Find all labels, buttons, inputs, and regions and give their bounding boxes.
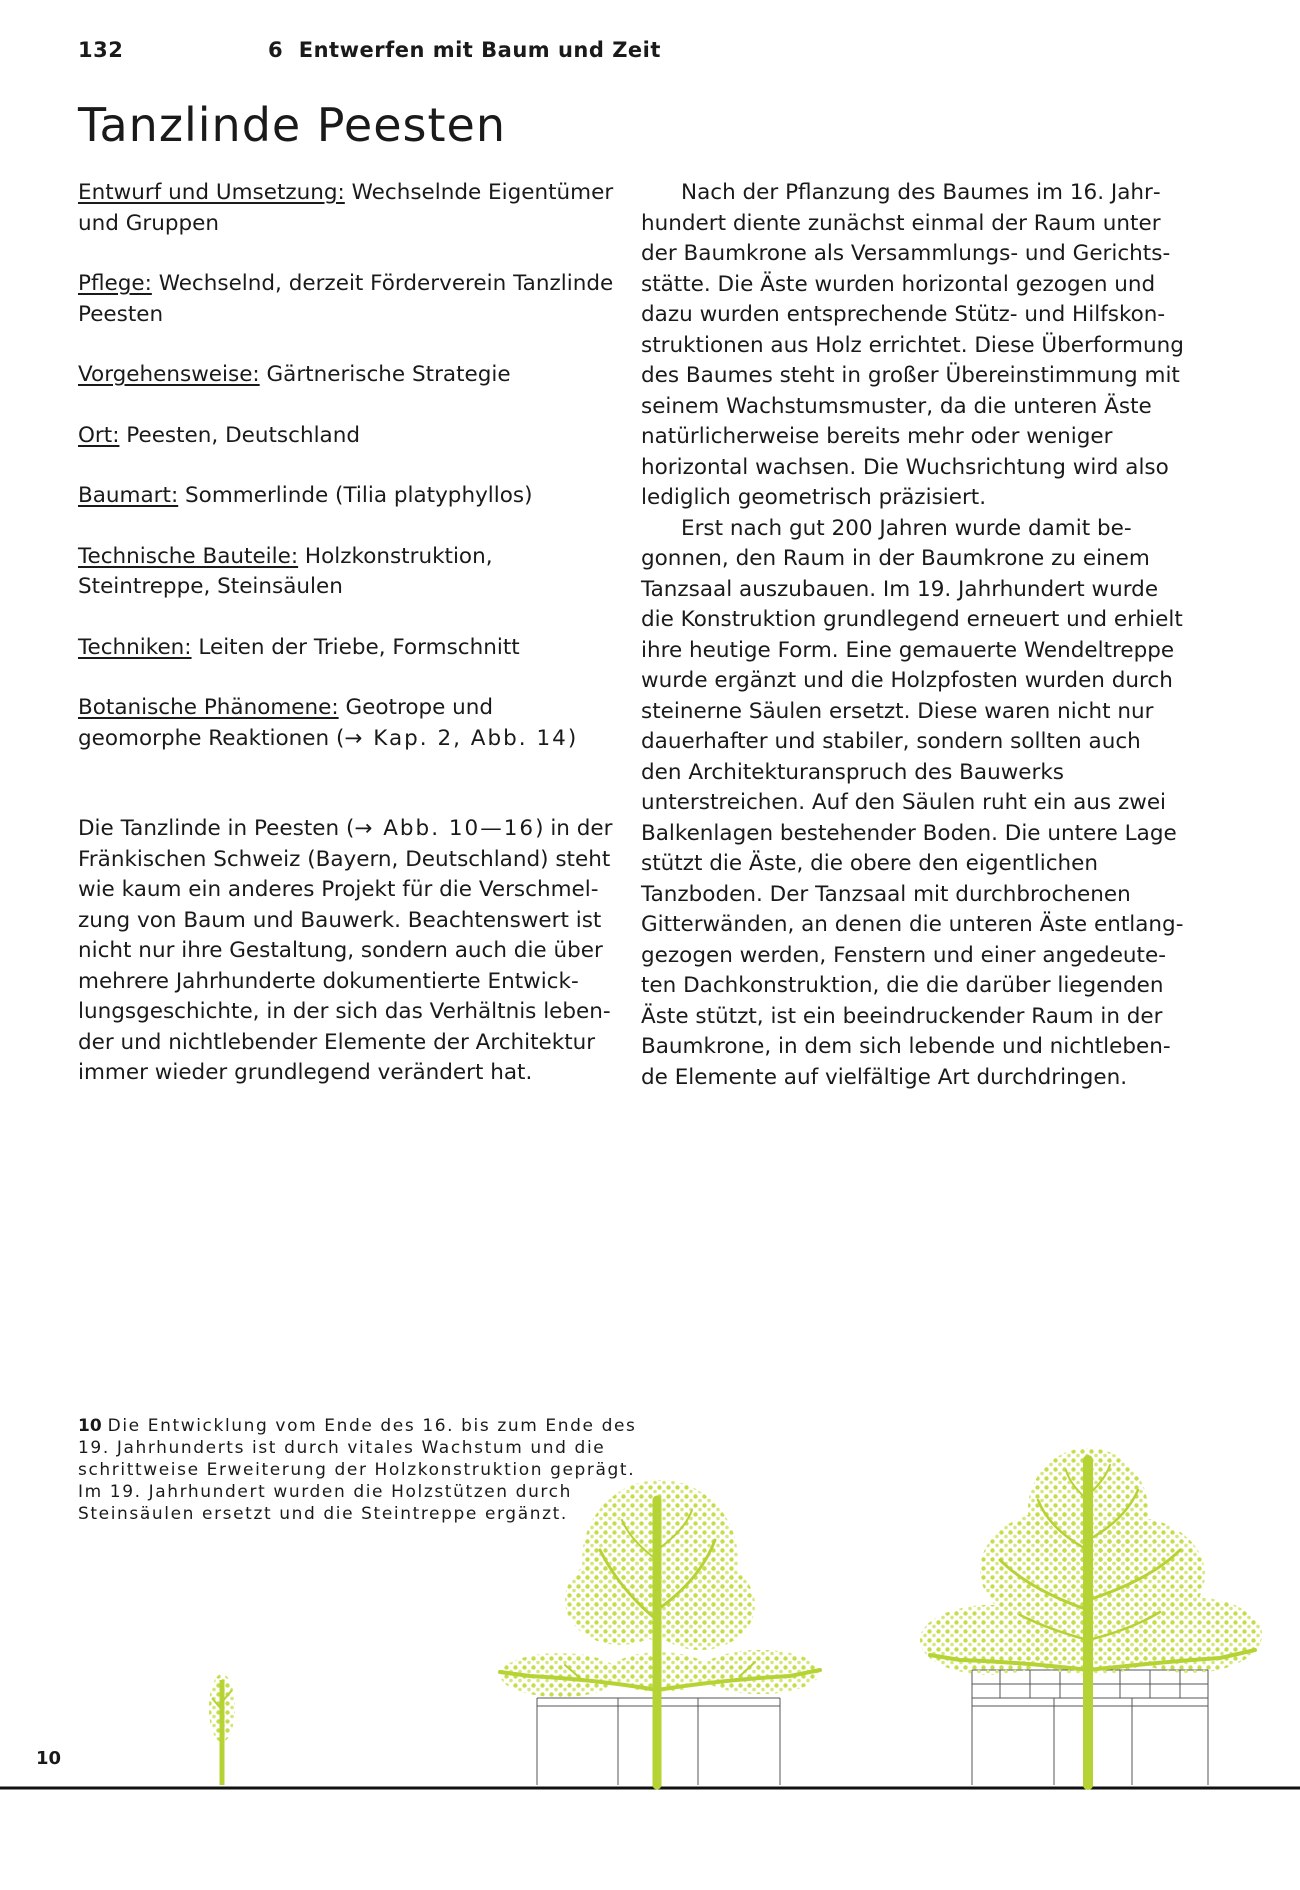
right-column [641,178,1186,1093]
meta-value: Sommerlinde (Tilia platyphyllos) [178,483,533,508]
meta-components [78,542,623,603]
meta-approach [78,360,623,391]
caption-text: Die Entwicklung vom Ende des 16. bis zum Ende des 19. Jahrhunderts ist durch vitales Wachstum und die schrittweise Erweiterung der Holzkonstruktion geprägt. Im 19. Jahrhundert wurden die Holzstützen durch Steinsäulen ersetzt und die Steintreppe ergänzt. [78,1416,637,1524]
meta-location [78,421,623,452]
intro-text-start: Die Tanzlinde in Peesten ( [78,816,355,841]
meta-value: Leiten der Triebe, Formschnitt [191,634,520,660]
chapter-title: 6 Entwerfen mit Baum und Zeit [268,38,661,62]
running-head [78,38,1222,68]
meta-value-end: ) [567,725,577,751]
figure-reference: → Abb. 10—16 [354,816,536,841]
meta-label: Vorgehensweise: [78,362,260,387]
meta-value: Holzkonstruktion, Steintreppe, Steinsäulen [78,543,493,599]
mature-tree-stage [920,1448,1262,1785]
meta-value: Wechselnde Eigentümer und Gruppen [78,180,614,236]
body-paragraph: Erst nach gut 200 Jahren wurde damit begonnen, den Raum in der Baumkrone zu einem Tanzsaal auszubauen. Im 19. Jahrhundert wurde die Konstruktion grundlegend erneuert und erhielt ihre heutige Form. Eine gemauerte Wendeltreppe wurde ergänzt und die Holzpfosten wurden durch steinerne Säulen ersetzt. Diese waren nicht nur dauerhafter und stabiler, sondern sollten auch den Architekturanspruch des Bauwerks unterstreichen. Auf den Säulen ruht ein aus zwei Balkenlagen bestehender Boden. Die untere Lage stützt die Äste, die obere den eigentlichen Tanzboden. Der Tanzsaal mit durchbrochenen Gitterwänden, an denen die unteren Äste entlanggezogen werden, Fenstern und einer angedeuteten Dachkonstruktion, die die darüber liegenden Äste stützt, ist ein beeindruckender Raum in der Baumkrone, in dem sich lebende und nichtlebende Elemente auf vielfältige Art durchdringen. [641,515,1184,1090]
meta-techniques [78,633,623,664]
young-tree [209,1674,235,1785]
meta-value: Gärtnerische Strategie [259,362,511,387]
body-paragraph: Nach der Pflanzung des Baumes im 16. Jahrhundert diente zunächst einmal der Raum unter der Baumkrone als Versammlungs- und Gerichtsstätte. Die Äste wurden horizontal gezogen und dazu wurden entsprechende Stütz- und Hilfskonstruktionen aus Holz errichtet. Diese Überformung des Baumes steht in großer Übereinstimmung mit seinem Wachstumsmuster, da die unteren Äste natürlicherweise bereits mehr oder weniger horizontal wachsen. Die Wuchsrichtung wird also lediglich geometrisch präzisiert. [641,180,1184,510]
meta-care [78,269,623,330]
section-title: Tanzlinde Peesten [78,98,506,152]
meta-label: Botanische Phänomene: [78,695,339,720]
caption-number: 10 [78,1416,102,1436]
meta-value: Wechselnd, derzeit Förderverein Tanzlinde Peesten [78,271,614,327]
meta-value: Geotrope und geomorphe Reaktionen ( [78,695,494,751]
meta-label: Ort: [78,422,120,448]
meta-design [78,178,623,239]
middle-tree-stage [500,1480,820,1785]
meta-label: Entwurf und Umsetzung: [78,180,345,205]
left-column [78,178,623,1089]
intro-text-rest: ) in der Fränkischen Schweiz (Bayern, Deutschland) steht wie kaum ein anderes Projekt für die Verschmelzung von Baum und Bauwerk. Beachtenswert ist nicht nur ihre Gestaltung, sondern auch die über mehrere Jahrhunderte dokumentierte Entwicklungsgeschichte, in der sich das Verhältnis lebender und nichtlebender Elemente der Architektur immer wieder grundlegend verändert hat. [78,816,613,1085]
meta-label: Technische Bauteile: [78,543,299,569]
meta-phenomena [78,693,623,754]
tree-evolution-illustration [0,1440,1300,1800]
page-number: 132 [78,38,124,62]
meta-label: Baumart: [78,483,179,508]
intro-paragraph [78,814,623,1089]
meta-label: Techniken: [78,634,192,660]
project-metadata [78,178,623,754]
cross-reference: → Kap. 2, Abb. 14 [344,725,568,751]
meta-label: Pflege: [78,271,152,296]
figure-side-label: 10 [36,1748,62,1769]
meta-species [78,481,623,512]
meta-value: Peesten, Deutschland [119,422,360,448]
